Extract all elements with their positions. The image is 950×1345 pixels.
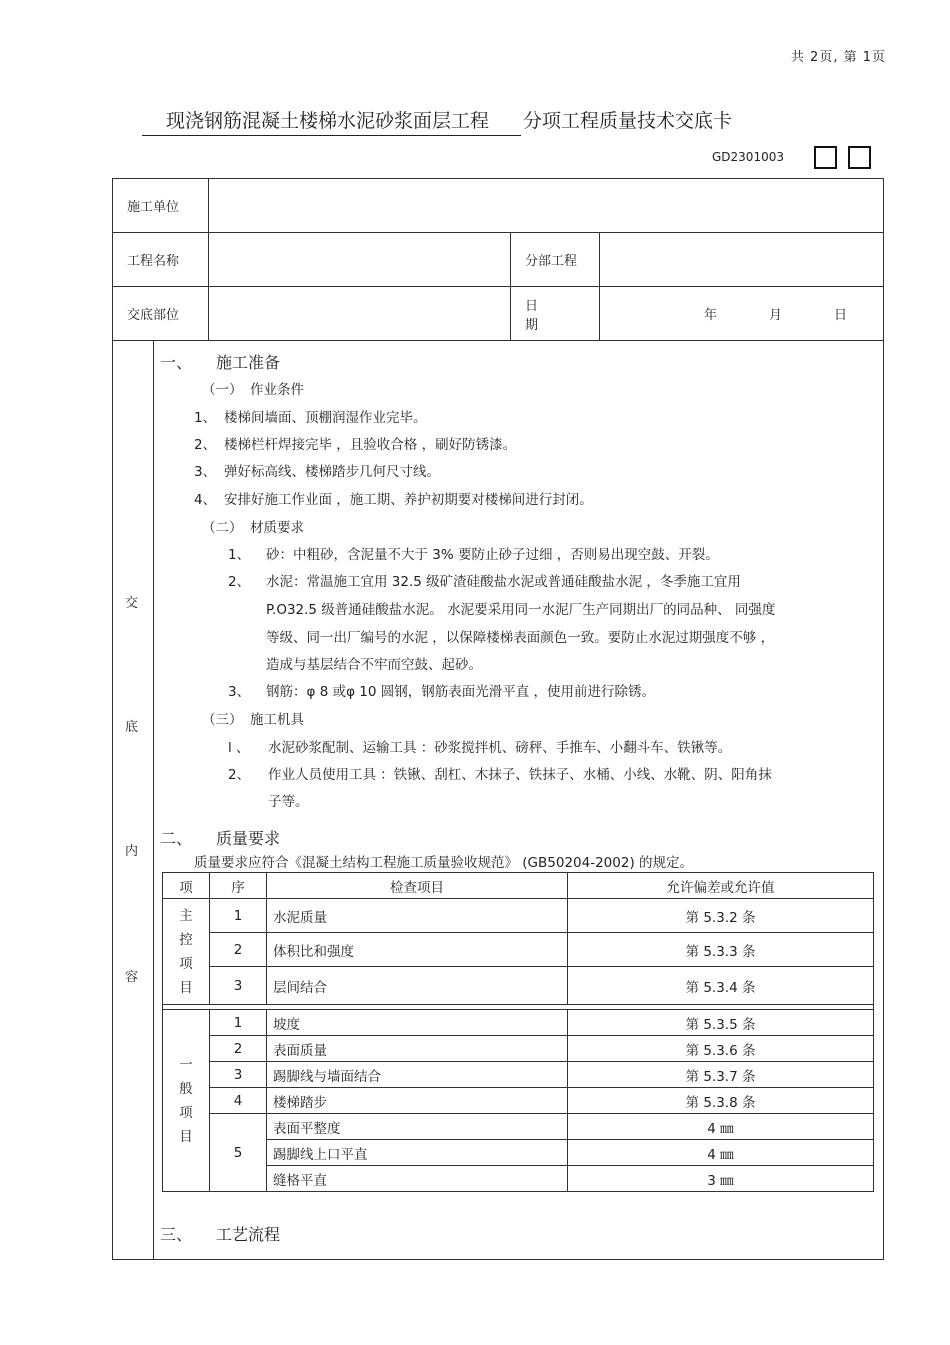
list-item: 2、 作业人员使用工具 ：铁锹、刮杠、木抹子、铁抹子、水桶、小线、水靴、阴、阳角抹 xyxy=(228,767,772,783)
unit-label: 施工单位 xyxy=(113,179,209,233)
table-cell: 3 ㎜ xyxy=(568,1166,874,1192)
list-item: P.O32.5 级普通硅酸盐水泥。 水泥要采用同一水泥厂生产同期出厂的同品种、 同强度 xyxy=(266,602,776,618)
general-group-cell: 一般项目 xyxy=(163,1010,210,1192)
list-item: 1、 砂：中粗砂，含泥量不大于 3% 要防止砂子过细 ，否则易出现空鼓、开裂。 xyxy=(228,547,719,563)
list-item: 等级、同一出厂编号的水泥 ，以保障楼梯表面颜色一致。要防止水泥过期强度不够 ， xyxy=(266,630,775,646)
date-value[interactable] xyxy=(600,287,884,341)
day-label: 日 xyxy=(834,308,848,323)
location-value[interactable] xyxy=(209,287,511,341)
section-heading: 二、 质量要求 xyxy=(160,829,281,848)
checkbox-1[interactable] xyxy=(814,146,837,169)
table-cell: 第 5.3.8 条 xyxy=(568,1088,874,1114)
table-cell: 1 xyxy=(210,1010,267,1036)
date-label: 日期 xyxy=(511,287,600,341)
list-item: 子等。 xyxy=(268,794,309,810)
quality-table xyxy=(162,872,874,1192)
table-cell: 5 xyxy=(210,1114,267,1192)
table-cell: 体积比和强度 xyxy=(267,933,568,967)
table-cell: 缝格平直 xyxy=(267,1166,568,1192)
list-item: 2、 楼梯栏杆焊接完毕 ，且验收合格 ，刷好防锈漆。 xyxy=(194,437,517,453)
table-cell: 层间结合 xyxy=(267,967,568,1005)
list-item: 造成与基层结合不牢而空鼓、起砂。 xyxy=(266,657,482,673)
list-item: 3、 弹好标高线、楼梯踏步几何尺寸线。 xyxy=(194,464,440,480)
table-cell: 踢脚线与墙面结合 xyxy=(267,1062,568,1088)
table-cell: 4 xyxy=(210,1088,267,1114)
subsection-heading: （三） 施工机具 xyxy=(202,712,304,728)
section-heading: 三、 工艺流程 xyxy=(160,1225,281,1244)
table-cell: 第 5.3.3 条 xyxy=(568,933,874,967)
document-code: GD2301003 xyxy=(712,150,784,164)
document-title xyxy=(142,106,732,136)
table-cell: 4 ㎜ xyxy=(568,1140,874,1166)
subsection-heading: （一） 作业条件 xyxy=(202,382,304,398)
subsection-heading: （二） 材质要求 xyxy=(202,520,304,536)
title-underlined: 现浇钢筋混凝土楼梯水泥砂浆面层工程 xyxy=(142,106,521,136)
table-cell: 第 5.3.7 条 xyxy=(568,1062,874,1088)
subproject-label: 分部工程 xyxy=(511,233,600,287)
side-char: 容 xyxy=(125,970,139,985)
checkbox-2[interactable] xyxy=(848,146,871,169)
list-item: 1、 楼梯间墙面、顶棚润湿作业完毕。 xyxy=(194,410,427,426)
page-number: 共 2页, 第 1页 xyxy=(790,50,886,65)
header-table xyxy=(112,178,884,341)
table-cell: 3 xyxy=(210,967,267,1005)
year-label: 年 xyxy=(704,308,718,323)
table-header: 项 xyxy=(163,873,210,899)
table-cell: 表面平整度 xyxy=(267,1114,568,1140)
table-cell: 第 5.3.2 条 xyxy=(568,899,874,933)
quality-note: 质量要求应符合《混凝土结构工程施工质量验收规范》 (GB50204-2002) 的规定。 xyxy=(194,855,694,871)
table-header: 检查项目 xyxy=(267,873,568,899)
table-cell: 踢脚线上口平直 xyxy=(267,1140,568,1166)
list-item: 3、 钢筋：φ 8 或φ 10 圆钢，钢筋表面光滑平直 ，使用前进行除锈。 xyxy=(228,684,656,700)
table-header: 允许偏差或允许值 xyxy=(568,873,874,899)
table-cell: 第 5.3.5 条 xyxy=(568,1010,874,1036)
location-label: 交底部位 xyxy=(113,287,209,341)
list-item: l 、 水泥砂浆配制、运输工具 ：砂浆搅拌机、磅秤、手推车、小翻斗车、铁锹等。 xyxy=(228,740,732,756)
table-cell: 4 ㎜ xyxy=(568,1114,874,1140)
project-value[interactable] xyxy=(209,233,511,287)
table-cell: 1 xyxy=(210,899,267,933)
subproject-value[interactable] xyxy=(600,233,884,287)
side-char: 底 xyxy=(125,720,139,735)
unit-value[interactable] xyxy=(209,179,884,233)
table-header: 序 xyxy=(210,873,267,899)
title-rest: 分项工程质量技术交底卡 xyxy=(523,110,733,132)
side-char: 内 xyxy=(125,844,139,859)
table-cell: 楼梯踏步 xyxy=(267,1088,568,1114)
project-label: 工程名称 xyxy=(113,233,209,287)
table-cell: 3 xyxy=(210,1062,267,1088)
list-item: 2、 水泥：常温施工宜用 32.5 级矿渣硅酸盐水泥或普通硅酸盐水泥 ，冬季施工宜用 xyxy=(228,574,741,590)
main-group-cell: 主控项目 xyxy=(163,899,210,1005)
side-char: 交 xyxy=(125,596,139,611)
table-cell: 2 xyxy=(210,933,267,967)
table-cell: 坡度 xyxy=(267,1010,568,1036)
table-cell: 水泥质量 xyxy=(267,899,568,933)
table-cell: 第 5.3.6 条 xyxy=(568,1036,874,1062)
side-label-column xyxy=(113,340,154,1259)
section-heading: 一、 施工准备 xyxy=(160,353,281,372)
table-cell: 表面质量 xyxy=(267,1036,568,1062)
month-label: 月 xyxy=(769,308,783,323)
list-item: 4、 安排好施工作业面 ，施工期、养护初期要对楼梯间进行封闭。 xyxy=(194,492,593,508)
table-cell: 2 xyxy=(210,1036,267,1062)
table-cell: 第 5.3.4 条 xyxy=(568,967,874,1005)
